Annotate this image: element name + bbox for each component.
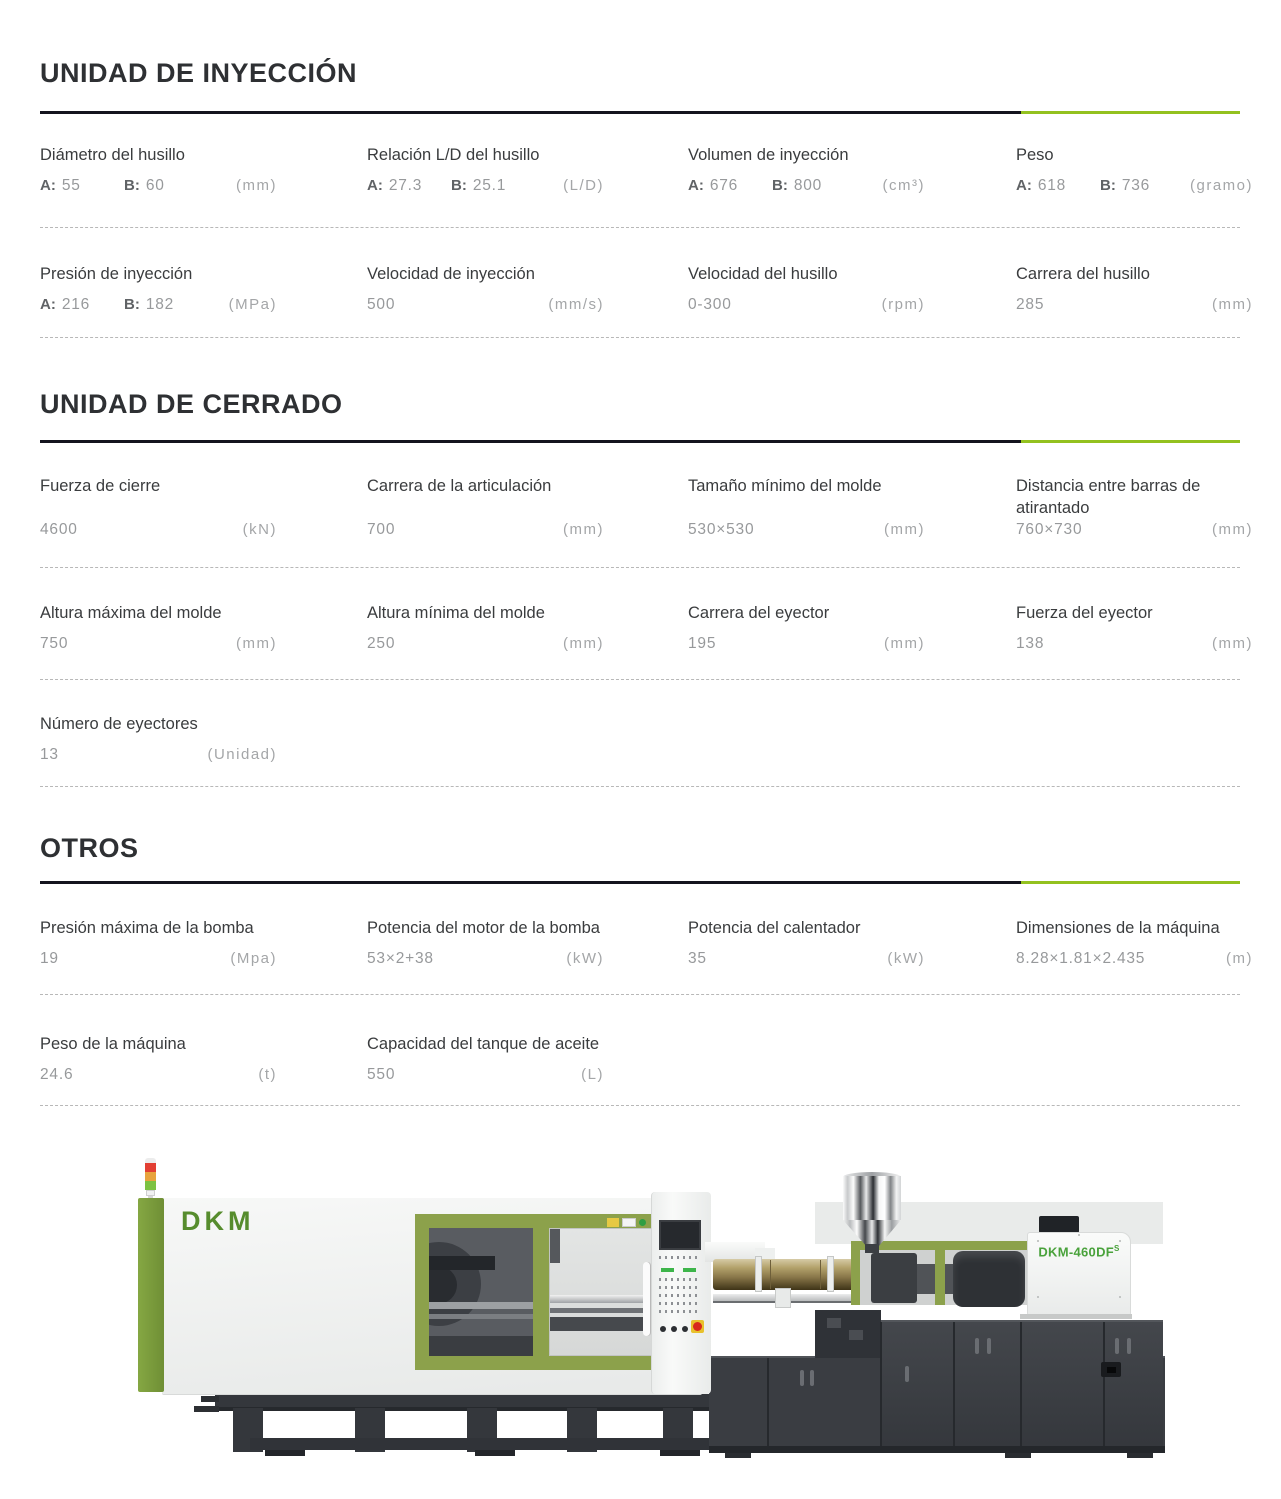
spec-unit: (rpm)	[881, 296, 925, 313]
spec-label: Altura máxima del molde	[40, 604, 222, 622]
section-title: UNIDAD DE CERRADO	[40, 389, 343, 419]
machine-base-foot	[660, 1450, 700, 1456]
spec-potencia-del-motor-de-la-bomba	[367, 917, 688, 969]
injection-green-post	[851, 1241, 860, 1305]
spec-unit: (mm/s)	[548, 296, 604, 313]
spec-dimensiones-de-la-maquina	[1016, 917, 1253, 969]
section-underline	[40, 111, 1240, 114]
spec-altura-minima-del-molde	[367, 602, 688, 654]
spec-unit: (t)	[258, 1066, 277, 1083]
spec-unit: (mm)	[236, 177, 277, 194]
spec-label: Peso	[1016, 146, 1054, 164]
underline-dark-segment	[40, 881, 1021, 884]
section-unidad-de-cerrado	[40, 388, 1253, 787]
signal-tower-amber-light	[145, 1172, 156, 1181]
spec-unit: (mm)	[1212, 521, 1253, 538]
barrel-seam	[820, 1260, 821, 1289]
machine-power-socket-inner	[1107, 1367, 1116, 1373]
machine-door-handle	[987, 1338, 991, 1354]
spec-value: 8.28×1.81×2.435	[1016, 950, 1146, 967]
spec-label: Peso de la máquina	[40, 1035, 186, 1053]
dkm-logo: DKM	[181, 1206, 255, 1236]
section-underline	[40, 881, 1240, 884]
control-round-button	[660, 1326, 666, 1332]
spec-label: Velocidad de inyección	[367, 265, 535, 283]
spec-unit: (mm)	[884, 635, 925, 652]
spec-velocidad-de-inyeccion	[367, 263, 688, 315]
spec-volumen-de-inyeccion	[688, 144, 1016, 196]
control-green-indicator	[683, 1268, 696, 1272]
spec-relacion-ld-del-husillo	[367, 144, 688, 196]
machine-base-bottom-rail	[250, 1438, 709, 1450]
spec-label: Distancia entre barras de atirantado	[1016, 477, 1201, 517]
machine-door-handle	[905, 1366, 909, 1382]
spec-label: Dimensiones de la máquina	[1016, 919, 1220, 937]
spec-row	[40, 228, 1253, 338]
spec-row	[40, 884, 1253, 995]
machine-door-handle	[800, 1370, 804, 1386]
machine-door-handle	[1127, 1338, 1131, 1354]
section-unidad-de-inyeccion	[40, 57, 1253, 338]
spec-value-b: B: 60	[124, 177, 165, 194]
control-button-row	[659, 1278, 701, 1281]
spec-velocidad-del-husillo	[688, 263, 1016, 315]
spec-unit: (mm)	[1212, 635, 1253, 652]
machine-door-handle	[1115, 1338, 1119, 1354]
spec-value: 250	[367, 635, 396, 652]
spec-capacidad-del-tanque-de-aceite	[367, 1033, 688, 1085]
spec-label: Volumen de inyección	[688, 146, 849, 164]
machine-cabinet-foot	[725, 1453, 751, 1458]
spec-value: 195	[688, 635, 717, 652]
housing-screws	[1037, 1240, 1039, 1242]
spec-unit: (mm)	[563, 635, 604, 652]
section-title: UNIDAD DE INYECCIÓN	[40, 58, 358, 88]
section-title: OTROS	[40, 833, 139, 863]
hopper-cylinder	[843, 1176, 901, 1220]
spec-potencia-del-calentador	[688, 917, 1016, 969]
tie-bar	[429, 1302, 533, 1309]
rod-bracket	[775, 1288, 791, 1308]
control-button-row	[659, 1294, 701, 1297]
machine-base-foot	[265, 1450, 305, 1456]
machine-cabinet-foot	[1127, 1453, 1153, 1458]
hopper-neck	[865, 1244, 879, 1253]
spec-diametro-del-husillo	[40, 144, 367, 196]
emergency-stop-button	[693, 1322, 702, 1331]
machine-door-handle	[975, 1338, 979, 1354]
machine-cabinet-step	[815, 1310, 881, 1358]
spec-value: 285	[1016, 296, 1045, 313]
spec-carrera-del-husillo	[1016, 263, 1253, 315]
spec-presion-maxima-de-la-bomba	[40, 917, 367, 969]
spec-tamano-minimo-del-molde	[688, 475, 1016, 540]
control-button-row	[659, 1256, 701, 1259]
control-green-indicator	[661, 1268, 674, 1272]
spec-label: Fuerza de cierre	[40, 477, 161, 495]
spec-value-a: A: 27.3	[367, 177, 423, 194]
machine-cabinet-step-detail	[849, 1330, 863, 1340]
spec-label: Velocidad del husillo	[688, 265, 838, 283]
machine-cabinet-seam	[1020, 1322, 1022, 1450]
machine-cabinet-seam	[953, 1322, 955, 1450]
machine-cabinet-seam	[1103, 1322, 1105, 1450]
spec-value-a: A: 618	[1016, 177, 1067, 194]
injection-carriage-block	[871, 1253, 917, 1303]
spec-label: Tamaño mínimo del molde	[688, 477, 882, 495]
spec-label: Presión de inyección	[40, 265, 193, 283]
control-screen	[659, 1220, 701, 1250]
spec-carrera-de-la-articulacion	[367, 475, 688, 540]
machine-cabinet-seam	[880, 1322, 882, 1450]
spec-unit: (Unidad)	[207, 746, 277, 763]
spec-value: 700	[367, 521, 396, 538]
spec-label: Presión máxima de la bomba	[40, 919, 254, 937]
platen-base	[429, 1336, 533, 1356]
platen-bar	[429, 1256, 495, 1270]
spec-unit: (L/D)	[563, 177, 604, 194]
injection-green-post	[935, 1241, 945, 1305]
spec-value: 53×2+38	[367, 950, 434, 967]
tie-bar	[429, 1314, 533, 1319]
machine-base-rail	[215, 1394, 709, 1407]
spec-value-b: B: 25.1	[451, 177, 507, 194]
spec-fuerza-de-cierre	[40, 475, 367, 540]
injection-motor	[953, 1251, 1025, 1307]
underline-green-segment	[1021, 881, 1240, 884]
spec-value: 500	[367, 296, 396, 313]
spec-unit: (gramo)	[1189, 177, 1253, 194]
spec-label: Potencia del motor de la bomba	[367, 919, 600, 937]
safety-door-handle	[643, 1262, 650, 1336]
spec-value: 530×530	[688, 521, 755, 538]
spec-value: 4600	[40, 521, 78, 538]
spec-label: Capacidad del tanque de aceite	[367, 1035, 600, 1053]
spec-carrera-del-eyector	[688, 602, 1016, 654]
underline-green-segment	[1021, 111, 1240, 114]
spec-numero-de-eyectores	[40, 713, 367, 765]
spec-value: 550	[367, 1066, 396, 1083]
spec-row	[40, 680, 1240, 787]
machine-base-foot	[475, 1450, 515, 1456]
spec-row	[40, 443, 1253, 568]
section-underline	[40, 440, 1240, 443]
safety-label-white	[622, 1218, 636, 1227]
control-round-button	[682, 1326, 688, 1332]
model-label	[1027, 1244, 1131, 1259]
spec-fuerza-del-eyector	[1016, 602, 1253, 654]
spec-value-a: A: 216	[40, 296, 91, 313]
underline-green-segment	[1021, 440, 1240, 443]
control-round-button	[671, 1326, 677, 1332]
spec-value: 0-300	[688, 296, 732, 313]
machine-base-rail-shadow	[215, 1407, 709, 1411]
spec-value-b: B: 736	[1100, 177, 1151, 194]
spec-value-a: A: 676	[688, 177, 739, 194]
signal-tower-red-light	[145, 1163, 156, 1172]
spec-unit: (mm)	[884, 521, 925, 538]
spec-unit: (kN)	[242, 521, 277, 538]
model-sup: S	[1114, 1244, 1120, 1253]
machine-cabinet-seam	[767, 1358, 769, 1450]
spec-unit: (mm)	[1212, 296, 1253, 313]
spec-label: Fuerza del eyector	[1016, 604, 1153, 622]
section-otros	[40, 832, 1253, 1106]
spec-row	[40, 114, 1253, 228]
spec-value: 138	[1016, 635, 1045, 652]
machine-door-handle	[810, 1370, 814, 1386]
spec-unit: (mm)	[236, 635, 277, 652]
machine-ejector-rod	[201, 1396, 219, 1402]
spec-label: Carrera del husillo	[1016, 265, 1150, 283]
model-text: DKM-460DF	[1038, 1244, 1114, 1260]
spec-value: 24.6	[40, 1066, 74, 1083]
spec-sheet	[0, 57, 1281, 1488]
spec-unit: (kW)	[887, 950, 925, 967]
control-button-row	[659, 1310, 701, 1313]
spec-unit: (m)	[1226, 950, 1253, 967]
spec-peso	[1016, 144, 1253, 196]
window-post	[550, 1229, 560, 1263]
housing-top-box	[1039, 1216, 1079, 1233]
barrel-clamp-ring	[827, 1256, 834, 1292]
spec-unit: (L)	[581, 1066, 604, 1083]
spec-unit: (kW)	[566, 950, 604, 967]
machine-green-end-strip	[138, 1198, 164, 1392]
spec-unit: (Mpa)	[230, 950, 277, 967]
spec-value-b: B: 182	[124, 296, 175, 313]
spec-peso-de-la-maquina	[40, 1033, 367, 1085]
spec-value-a: A: 55	[40, 177, 81, 194]
spec-unit: (MPa)	[228, 296, 277, 313]
spec-value: 750	[40, 635, 69, 652]
spec-row	[40, 568, 1253, 680]
spec-label: Relación L/D del husillo	[367, 146, 540, 164]
control-button-row	[659, 1286, 701, 1289]
clamping-window-left-pane	[429, 1228, 533, 1356]
spec-label: Carrera de la articulación	[367, 477, 552, 495]
signal-tower-green-light	[145, 1181, 156, 1190]
spec-value: 35	[688, 950, 707, 967]
spec-value: 760×730	[1016, 521, 1083, 538]
machine-ejector-rod	[194, 1406, 219, 1412]
safety-label-green	[639, 1219, 646, 1226]
spec-presion-de-inyeccion	[40, 263, 367, 315]
machine-cabinet-foot	[1005, 1453, 1031, 1458]
spec-altura-maxima-del-molde	[40, 602, 367, 654]
barrel-clamp-ring	[755, 1256, 762, 1292]
spec-label: Potencia del calentador	[688, 919, 861, 937]
spec-label: Carrera del eyector	[688, 604, 830, 622]
spec-unit: (cm³)	[882, 177, 925, 194]
machine-cabinet-step-detail	[827, 1318, 841, 1328]
spec-unit: (mm)	[563, 521, 604, 538]
spec-label: Número de eyectores	[40, 715, 198, 733]
spec-row	[40, 995, 1240, 1106]
spec-label: Altura mínima del molde	[367, 604, 545, 622]
underline-dark-segment	[40, 440, 1021, 443]
spec-value: 19	[40, 950, 59, 967]
machine-cabinet-bottom	[709, 1446, 1165, 1453]
spec-value-b: B: 800	[772, 177, 823, 194]
barrel-seam	[770, 1260, 771, 1289]
machine-illustration	[115, 1156, 1167, 1488]
spec-label: Diámetro del husillo	[40, 146, 185, 164]
safety-label-yellow	[607, 1218, 619, 1227]
underline-dark-segment	[40, 111, 1021, 114]
injection-housing-bottom	[1020, 1314, 1132, 1319]
spec-distancia-entre-barras	[1016, 475, 1253, 540]
control-button-row	[659, 1302, 701, 1305]
spec-value: 13	[40, 746, 59, 763]
